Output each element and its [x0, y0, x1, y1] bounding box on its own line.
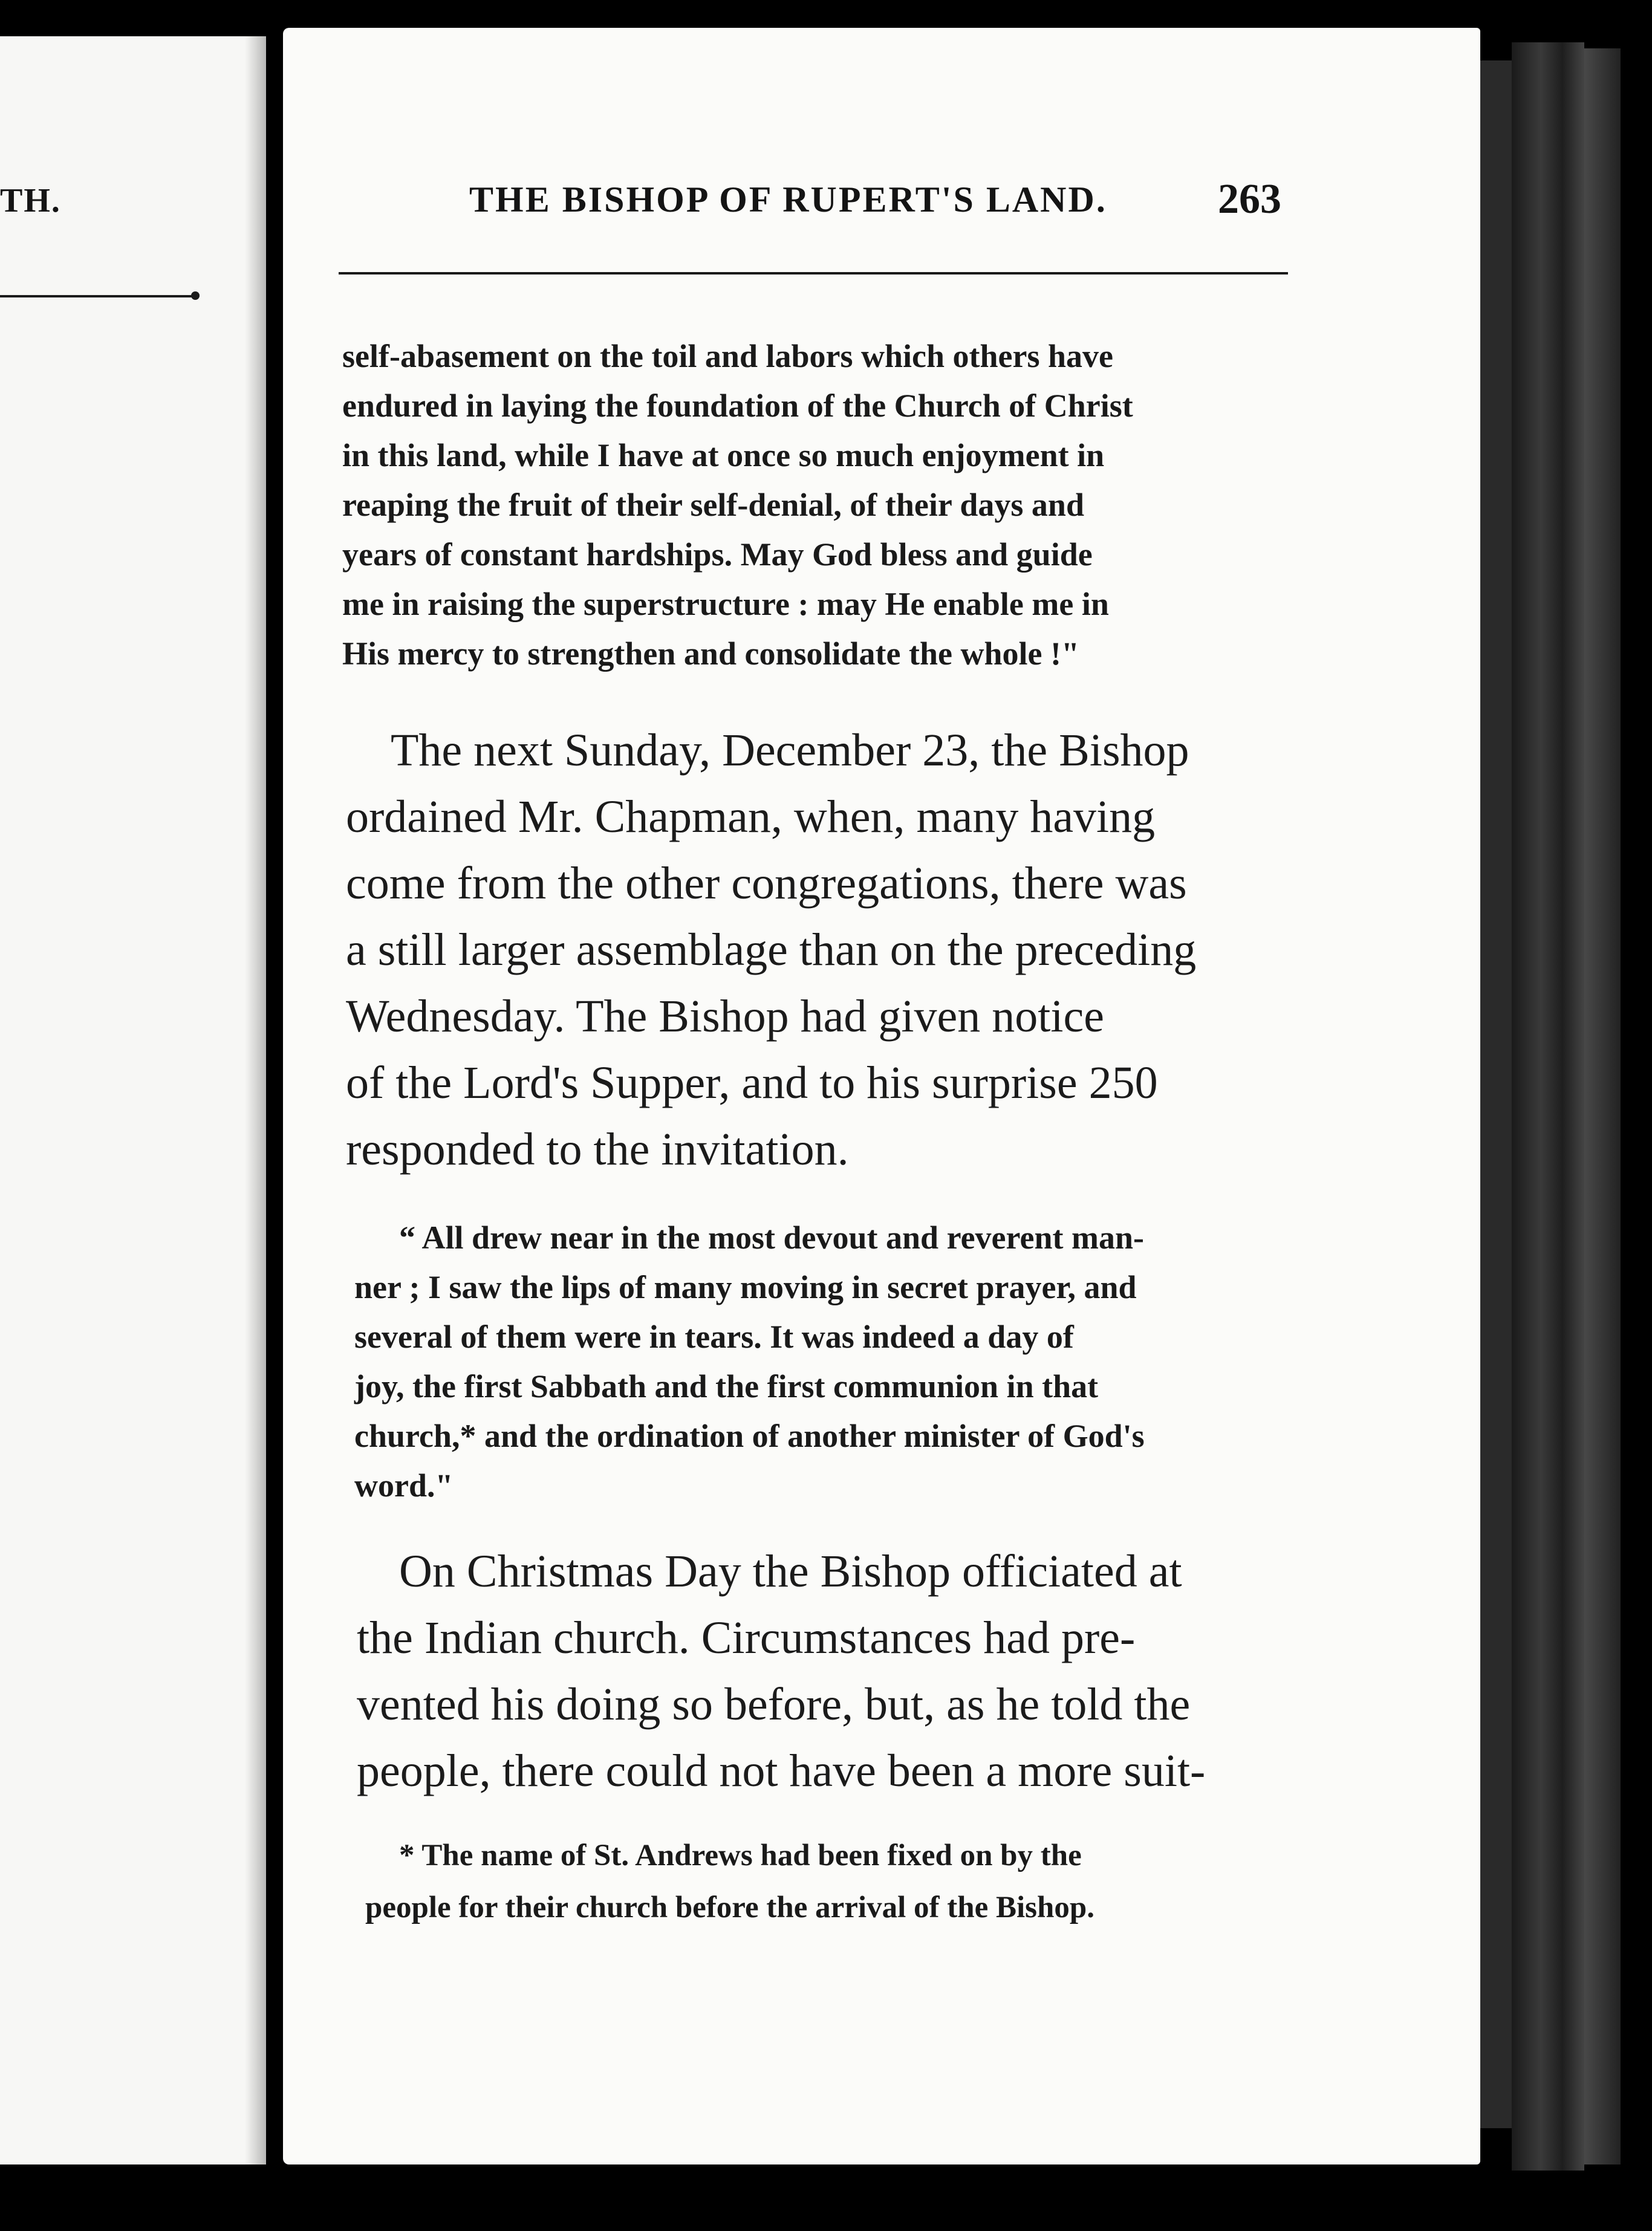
page-number: 263: [1218, 176, 1281, 222]
running-head: THE BISHOP OF RUPERT'S LAND.: [469, 180, 1107, 219]
body-line: vented his doing so before, but, as he told the: [357, 1679, 1191, 1730]
body-line: come from the other congregations, there was: [346, 858, 1187, 909]
header-rule: [339, 272, 1288, 274]
quote-line: church,* and the ordination of another minister of God's: [354, 1418, 1145, 1454]
quote-line: endured in laying the foundation of the Church of Christ: [342, 388, 1133, 424]
quote-line: in this land, while I have at once so much enjoyment in: [342, 437, 1105, 473]
left-page-running-head: TH.: [0, 182, 61, 219]
page-block-edge: [1512, 42, 1584, 2171]
body-line: ordained Mr. Chapman, when, many having: [346, 791, 1156, 842]
body-line: a still larger assemblage than on the preceding: [346, 924, 1197, 975]
quote-line: years of constant hardships. May God bless and guide: [342, 536, 1093, 573]
quote-line: word.": [354, 1467, 454, 1504]
left-facing-page: [0, 36, 266, 2164]
left-page-rule: [0, 295, 193, 297]
body-line: The next Sunday, December 23, the Bishop: [391, 725, 1189, 776]
page-block-edge: [1475, 60, 1512, 2128]
quote-line: joy, the first Sabbath and the first communion in that: [354, 1368, 1099, 1405]
body-line: Wednesday. The Bishop had given notice: [346, 991, 1104, 1042]
footnote-line: * The name of St. Andrews had been fixed on by the: [399, 1839, 1082, 1872]
footnote-line: people for their church before the arrival of the Bishop.: [365, 1891, 1094, 1924]
quote-line: me in raising the superstructure : may He enable me in: [342, 586, 1109, 622]
quote-line: “ All drew near in the most devout and reverent man-: [399, 1219, 1144, 1256]
left-page-rule-dot: [191, 291, 200, 300]
body-line: the Indian church. Circumstances had pre-: [357, 1612, 1136, 1663]
quote-line: His mercy to strengthen and consolidate the whole !": [342, 635, 1079, 672]
quote-line: reaping the fruit of their self-denial, of their days and: [342, 487, 1084, 523]
quote-line: several of them were in tears. It was indeed a day of: [354, 1319, 1074, 1355]
body-line: people, there could not have been a more suit-: [357, 1746, 1206, 1796]
quote-line: self-abasement on the toil and labors which others have: [342, 338, 1114, 374]
body-line: responded to the invitation.: [346, 1124, 849, 1175]
body-line: On Christmas Day the Bishop officiated at: [399, 1546, 1182, 1597]
quote-line: ner ; I saw the lips of many moving in secret prayer, and: [354, 1269, 1137, 1305]
body-line: of the Lord's Supper, and to his surprise 250: [346, 1057, 1158, 1108]
